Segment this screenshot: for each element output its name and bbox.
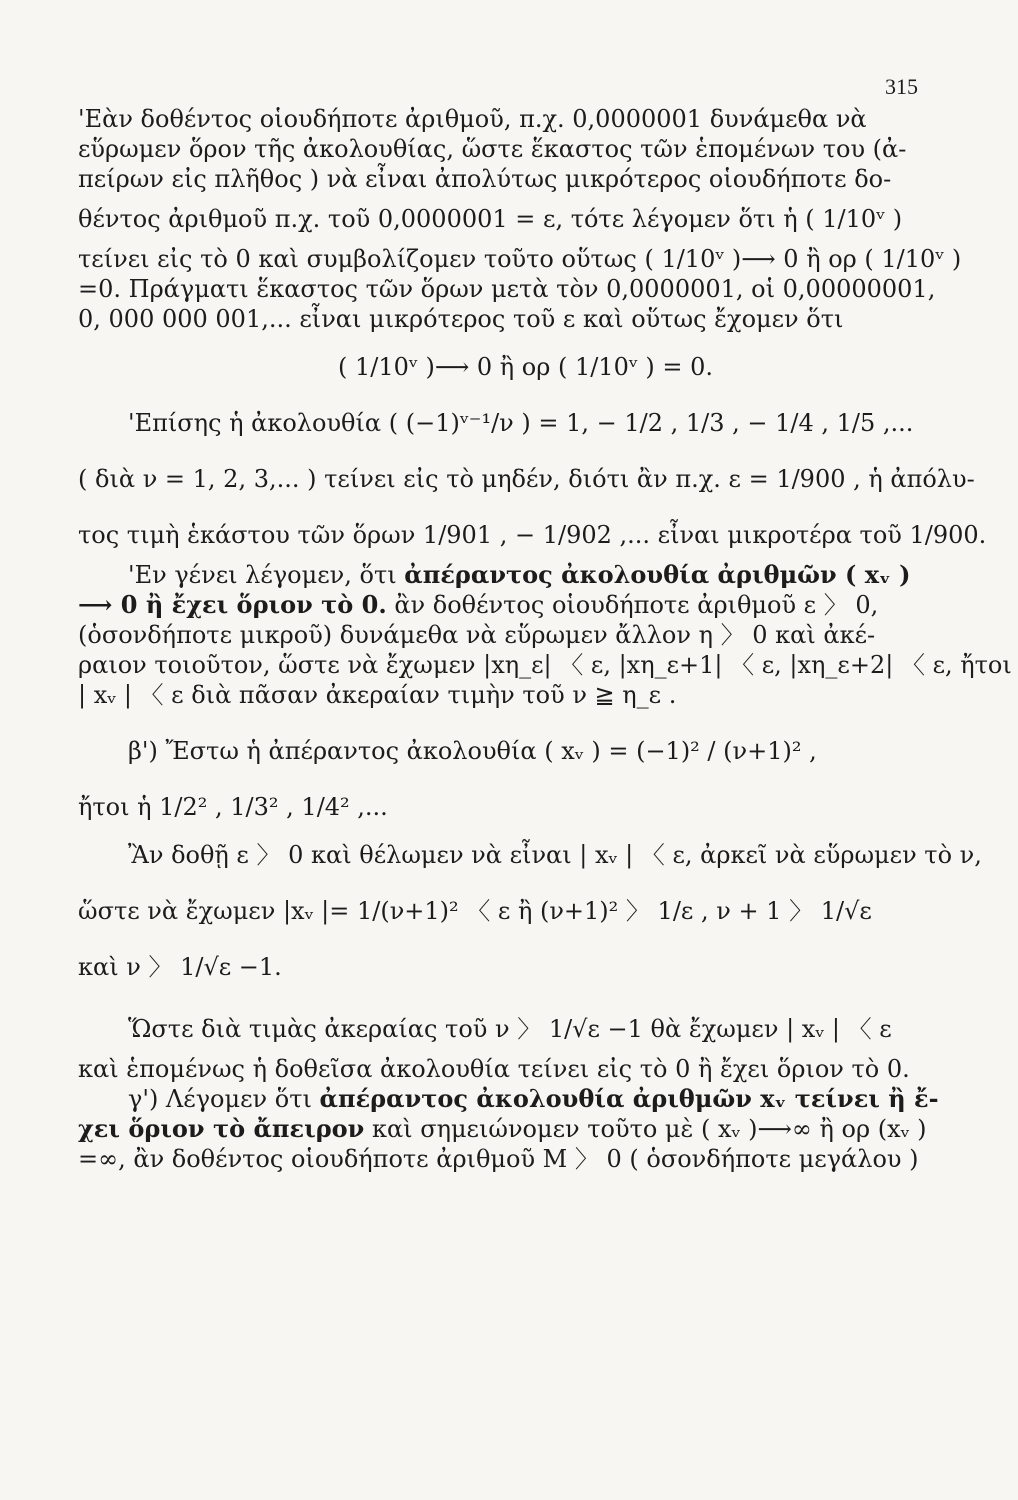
- text-line: β') Ἔστω ἡ ἀπέραντος ἀκολουθία ( xᵥ ) = (−1)² / (ν+1)² ,: [128, 737, 817, 765]
- definition-term: ⟶ 0 ἢ ἔχει ὅριον τὸ 0.: [78, 590, 387, 619]
- text-line: 'Επίσης ἡ ἀκολουθία ( (−1)ᵛ⁻¹/ν ) = 1, − 1/2 , 1/3 , − 1/4 , 1/5 ,...: [128, 409, 914, 437]
- body-text: [78, 104, 1012, 1174]
- text-line: ( διὰ ν = 1, 2, 3,... ) τείνει εἰς τὸ μηδέν, διότι ἂν π.χ. ε = 1/900 , ἡ ἀπόλυ-: [78, 465, 975, 493]
- text-line: 'Εὰν δοθέντος οἱουδήποτε ἀριθμοῦ, π.χ. 0,0000001 δυνάμεθα νὰ: [78, 105, 867, 133]
- text-line: Ἂν δοθῇ ε 〉 0 καὶ θέλωμεν νὰ εἶναι | xᵥ | 〈 ε, ἀρκεῖ νὰ εὕρωμεν τὸ ν,: [128, 841, 982, 869]
- text-line: Ὥστε διὰ τιμὰς ἀκεραίας τοῦ ν 〉 1/√ε −1 θὰ ἔχωμεν | xᵥ | 〈 ε: [128, 1015, 892, 1043]
- text-line: καὶ ν 〉 1/√ε −1.: [78, 953, 282, 981]
- text-line: τείνει εἰς τὸ 0 καὶ συμβολίζομεν τοῦτο οὕτως ( 1/10ᵛ )⟶ 0 ἢ ορ ( 1/10ᵛ ): [78, 245, 962, 273]
- text-line: θέντος ἀριθμοῦ π.χ. τοῦ 0,0000001 = ε, τότε λέγομεν ὅτι ἡ ( 1/10ᵛ ): [78, 205, 903, 233]
- display-equation: ( 1/10ᵛ )⟶ 0 ἢ ορ ( 1/10ᵛ ) = 0.: [338, 353, 714, 381]
- text-line: χει ὅριον τὸ ἄπειρον καὶ σημειώνομεν τοῦτο μὲ ( xᵥ )⟶∞ ἢ ορ (xᵥ ): [78, 1114, 927, 1143]
- text-line: ραιον τοιοῦτον, ὥστε νὰ ἔχωμεν |xη_ε| 〈 ε, |xη_ε+1| 〈 ε, |xη_ε+2| 〈 ε, ἤτοι: [78, 651, 1012, 679]
- text-line: ἤτοι ἡ 1/2² , 1/3² , 1/4² ,...: [78, 793, 388, 821]
- text-line: 'Εν γένει λέγομεν, ὅτι ἀπέραντος ἀκολουθία ἀριθμῶν ( xᵥ ): [128, 560, 911, 589]
- text-line: ὥστε νὰ ἔχωμεν |xᵥ |= 1/(ν+1)² 〈 ε ἢ (ν+1)² 〉 1/ε , ν + 1 〉 1/√ε: [78, 897, 872, 925]
- text-line: | xᵥ | 〈 ε διὰ πᾶσαν ἀκεραίαν τιμὴν τοῦ ν ≧ η_ε .: [78, 681, 677, 709]
- definition-term: ἀπέραντος ἀκολουθία ἀριθμῶν ( xᵥ ): [404, 560, 911, 589]
- text-line: πείρων εἰς πλῆθος ) νὰ εἶναι ἀπολύτως μικρότερος οἱουδήποτε δο-: [78, 165, 892, 193]
- text-line: τος τιμὴ ἑκάστου τῶν ὅρων 1/901 , − 1/902 ,... εἶναι μικροτέρα τοῦ 1/900.: [78, 521, 987, 549]
- text-line: γ') Λέγομεν ὅτι ἀπέραντος ἀκολουθία ἀριθμῶν xᵥ τείνει ἢ ἔ-: [128, 1084, 939, 1113]
- text-line: ⟶ 0 ἢ ἔχει ὅριον τὸ 0. ἂν δοθέντος οἱουδήποτε ἀριθμοῦ ε 〉 0,: [78, 590, 879, 619]
- text-line: 0, 000 000 001,... εἶναι μικρότερος τοῦ ε καὶ οὕτως ἔχομεν ὅτι: [78, 305, 844, 333]
- text-line: =0. Πράγματι ἕκαστος τῶν ὅρων μετὰ τὸν 0,0000001, οἱ 0,00000001,: [78, 275, 936, 303]
- definition-term: χει ὅριον τὸ ἄπειρον: [78, 1114, 365, 1143]
- text-line: (ὁσονδήποτε μικροῦ) δυνάμεθα νὰ εὕρωμεν ἄλλον η 〉 0 καὶ ἀκέ-: [78, 621, 876, 649]
- text-line: εὕρωμεν ὅρον τῆς ἀκολουθίας, ὥστε ἕκαστος τῶν ἑπομένων του (ἀ-: [78, 135, 907, 163]
- definition-term: ἀπέραντος ἀκολουθία ἀριθμῶν xᵥ τείνει ἢ ἔ-: [319, 1084, 939, 1113]
- text-line: =∞, ἂν δοθέντος οἱουδήποτε ἀριθμοῦ M 〉 0 ( ὁσονδήποτε μεγάλου ): [78, 1145, 919, 1173]
- text-line: καὶ ἑπομένως ἡ δοθεῖσα ἀκολουθία τείνει εἰς τὸ 0 ἢ ἔχει ὅριον τὸ 0.: [78, 1055, 910, 1083]
- page-number: 315: [885, 74, 918, 99]
